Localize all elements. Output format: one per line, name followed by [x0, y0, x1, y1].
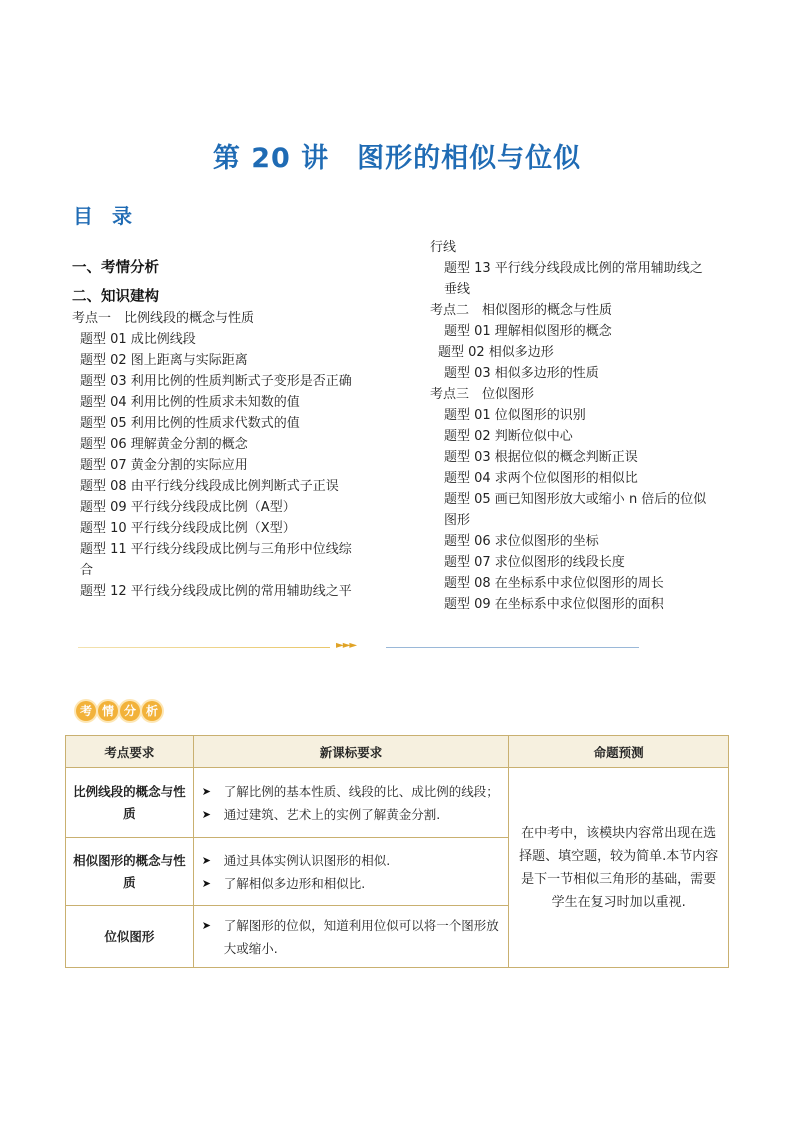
- toc-item[interactable]: 题型 05 画已知图形放大或缩小 n 倍后的位似: [444, 492, 707, 507]
- toc-item[interactable]: 题型 04 求两个位似图形的相似比: [444, 471, 638, 486]
- toc-item[interactable]: 题型 02 图上距离与实际距离: [80, 353, 248, 368]
- toc-item[interactable]: 题型 04 利用比例的性质求未知数的值: [80, 395, 300, 410]
- page-title: 第 20 讲 图形的相似与位似: [212, 143, 582, 174]
- requirement-cell: [193, 838, 509, 906]
- header-cell: 考点要求: [66, 736, 194, 768]
- arrow-bullet-icon: ➤: [201, 876, 212, 890]
- arrow-bullet-icon: ➤: [201, 784, 212, 798]
- toc-item[interactable]: 题型 03 利用比例的性质判断式子变形是否正确: [80, 374, 352, 389]
- requirement-text: 了解比例的基本性质、线段的比、成比例的线段；: [223, 783, 499, 799]
- toc-left-column: [72, 258, 392, 602]
- prediction-cell: 在中考中，该模块内容常出现在选择题、填空题，较为简单.本节内容是下一节相似三角形的基础，需要学生在复习时加以重视.: [509, 768, 729, 968]
- badge-char: 情: [98, 701, 118, 721]
- toc-item[interactable]: 题型 10 平行线分线段成比例（X型）: [80, 521, 296, 536]
- requirement-cell: [193, 906, 509, 968]
- toc-item-cont[interactable]: 行线: [430, 240, 457, 255]
- toc-item[interactable]: 题型 11 平行线分线段成比例与三角形中位线综: [80, 542, 352, 557]
- toc-item[interactable]: 题型 07 黄金分割的实际应用: [80, 458, 248, 473]
- requirement-text: 了解相似多边形和相似比.: [223, 875, 366, 891]
- toc-right-column: [430, 237, 740, 615]
- point-cell: 比例线段的概念与性质: [66, 768, 194, 838]
- requirement-text: 通过具体实例认识图形的相似.: [223, 852, 391, 868]
- divider-arrows-icon: ►►►: [336, 640, 357, 651]
- badge-char: 考: [76, 701, 96, 721]
- toc-item[interactable]: 题型 03 相似多边形的性质: [444, 366, 599, 381]
- toc-item[interactable]: 题型 08 由平行线分线段成比例判断式子正误: [80, 479, 339, 494]
- arrow-bullet-icon: ➤: [201, 918, 212, 932]
- badge-char: 分: [120, 701, 140, 721]
- toc-item[interactable]: 题型 06 求位似图形的坐标: [444, 534, 599, 549]
- toc-kp1[interactable]: 考点一 比例线段的概念与性质: [72, 311, 255, 326]
- toc-kp2[interactable]: 考点二 相似图形的概念与性质: [430, 303, 613, 318]
- toc-item[interactable]: 题型 05 利用比例的性质求代数式的值: [80, 416, 300, 431]
- toc-item[interactable]: 题型 13 平行线分线段成比例的常用辅助线之: [444, 261, 703, 276]
- toc-item[interactable]: 题型 01 成比例线段: [80, 332, 196, 347]
- toc-item[interactable]: 题型 12 平行线分线段成比例的常用辅助线之平: [80, 584, 352, 599]
- requirement-cell: [193, 768, 509, 838]
- toc-heading: 目 录: [73, 204, 138, 228]
- requirement-text: 了解图形的位似，知道利用位似可以将一个图形放大或缩小.: [223, 917, 499, 956]
- toc-item-cont[interactable]: 垂线: [444, 282, 471, 297]
- toc-item-cont[interactable]: 合: [80, 563, 94, 578]
- table-row: [66, 768, 729, 838]
- header-cell: 命题预测: [509, 736, 729, 768]
- requirement-text: 通过建筑、艺术上的实例了解黄金分割.: [223, 806, 441, 822]
- point-cell: 位似图形: [66, 906, 194, 968]
- toc-item[interactable]: 题型 02 判断位似中心: [444, 429, 573, 444]
- analysis-table: [65, 735, 729, 968]
- toc-item[interactable]: 题型 08 在坐标系中求位似图形的周长: [444, 576, 664, 591]
- point-cell: 相似图形的概念与性质: [66, 838, 194, 906]
- toc-item[interactable]: 题型 02 相似多边形: [438, 345, 554, 360]
- divider-right: [386, 647, 639, 648]
- section-badge-analysis: [72, 698, 166, 724]
- arrow-bullet-icon: ➤: [201, 853, 212, 867]
- toc-item[interactable]: 题型 03 根据位似的概念判断正误: [444, 450, 638, 465]
- arrow-bullet-icon: ➤: [201, 807, 212, 821]
- toc-item[interactable]: 题型 06 理解黄金分割的概念: [80, 437, 248, 452]
- toc-item[interactable]: 题型 01 位似图形的识别: [444, 408, 586, 423]
- toc-item-cont[interactable]: 图形: [444, 513, 471, 528]
- table-header-row: [66, 736, 729, 768]
- toc-section-knowledge[interactable]: 二、知识建构: [72, 289, 159, 305]
- toc-item[interactable]: 题型 09 平行线分线段成比例（A型）: [80, 500, 296, 515]
- toc-section-analysis[interactable]: 一、考情分析: [72, 260, 159, 276]
- toc-item[interactable]: 题型 09 在坐标系中求位似图形的面积: [444, 597, 664, 612]
- toc-item[interactable]: 题型 01 理解相似图形的概念: [444, 324, 612, 339]
- toc-kp3[interactable]: 考点三 位似图形: [430, 387, 535, 402]
- divider-left: [78, 647, 330, 648]
- badge-char: 析: [142, 701, 162, 721]
- header-cell: 新课标要求: [193, 736, 509, 768]
- toc-item[interactable]: 题型 07 求位似图形的线段长度: [444, 555, 625, 570]
